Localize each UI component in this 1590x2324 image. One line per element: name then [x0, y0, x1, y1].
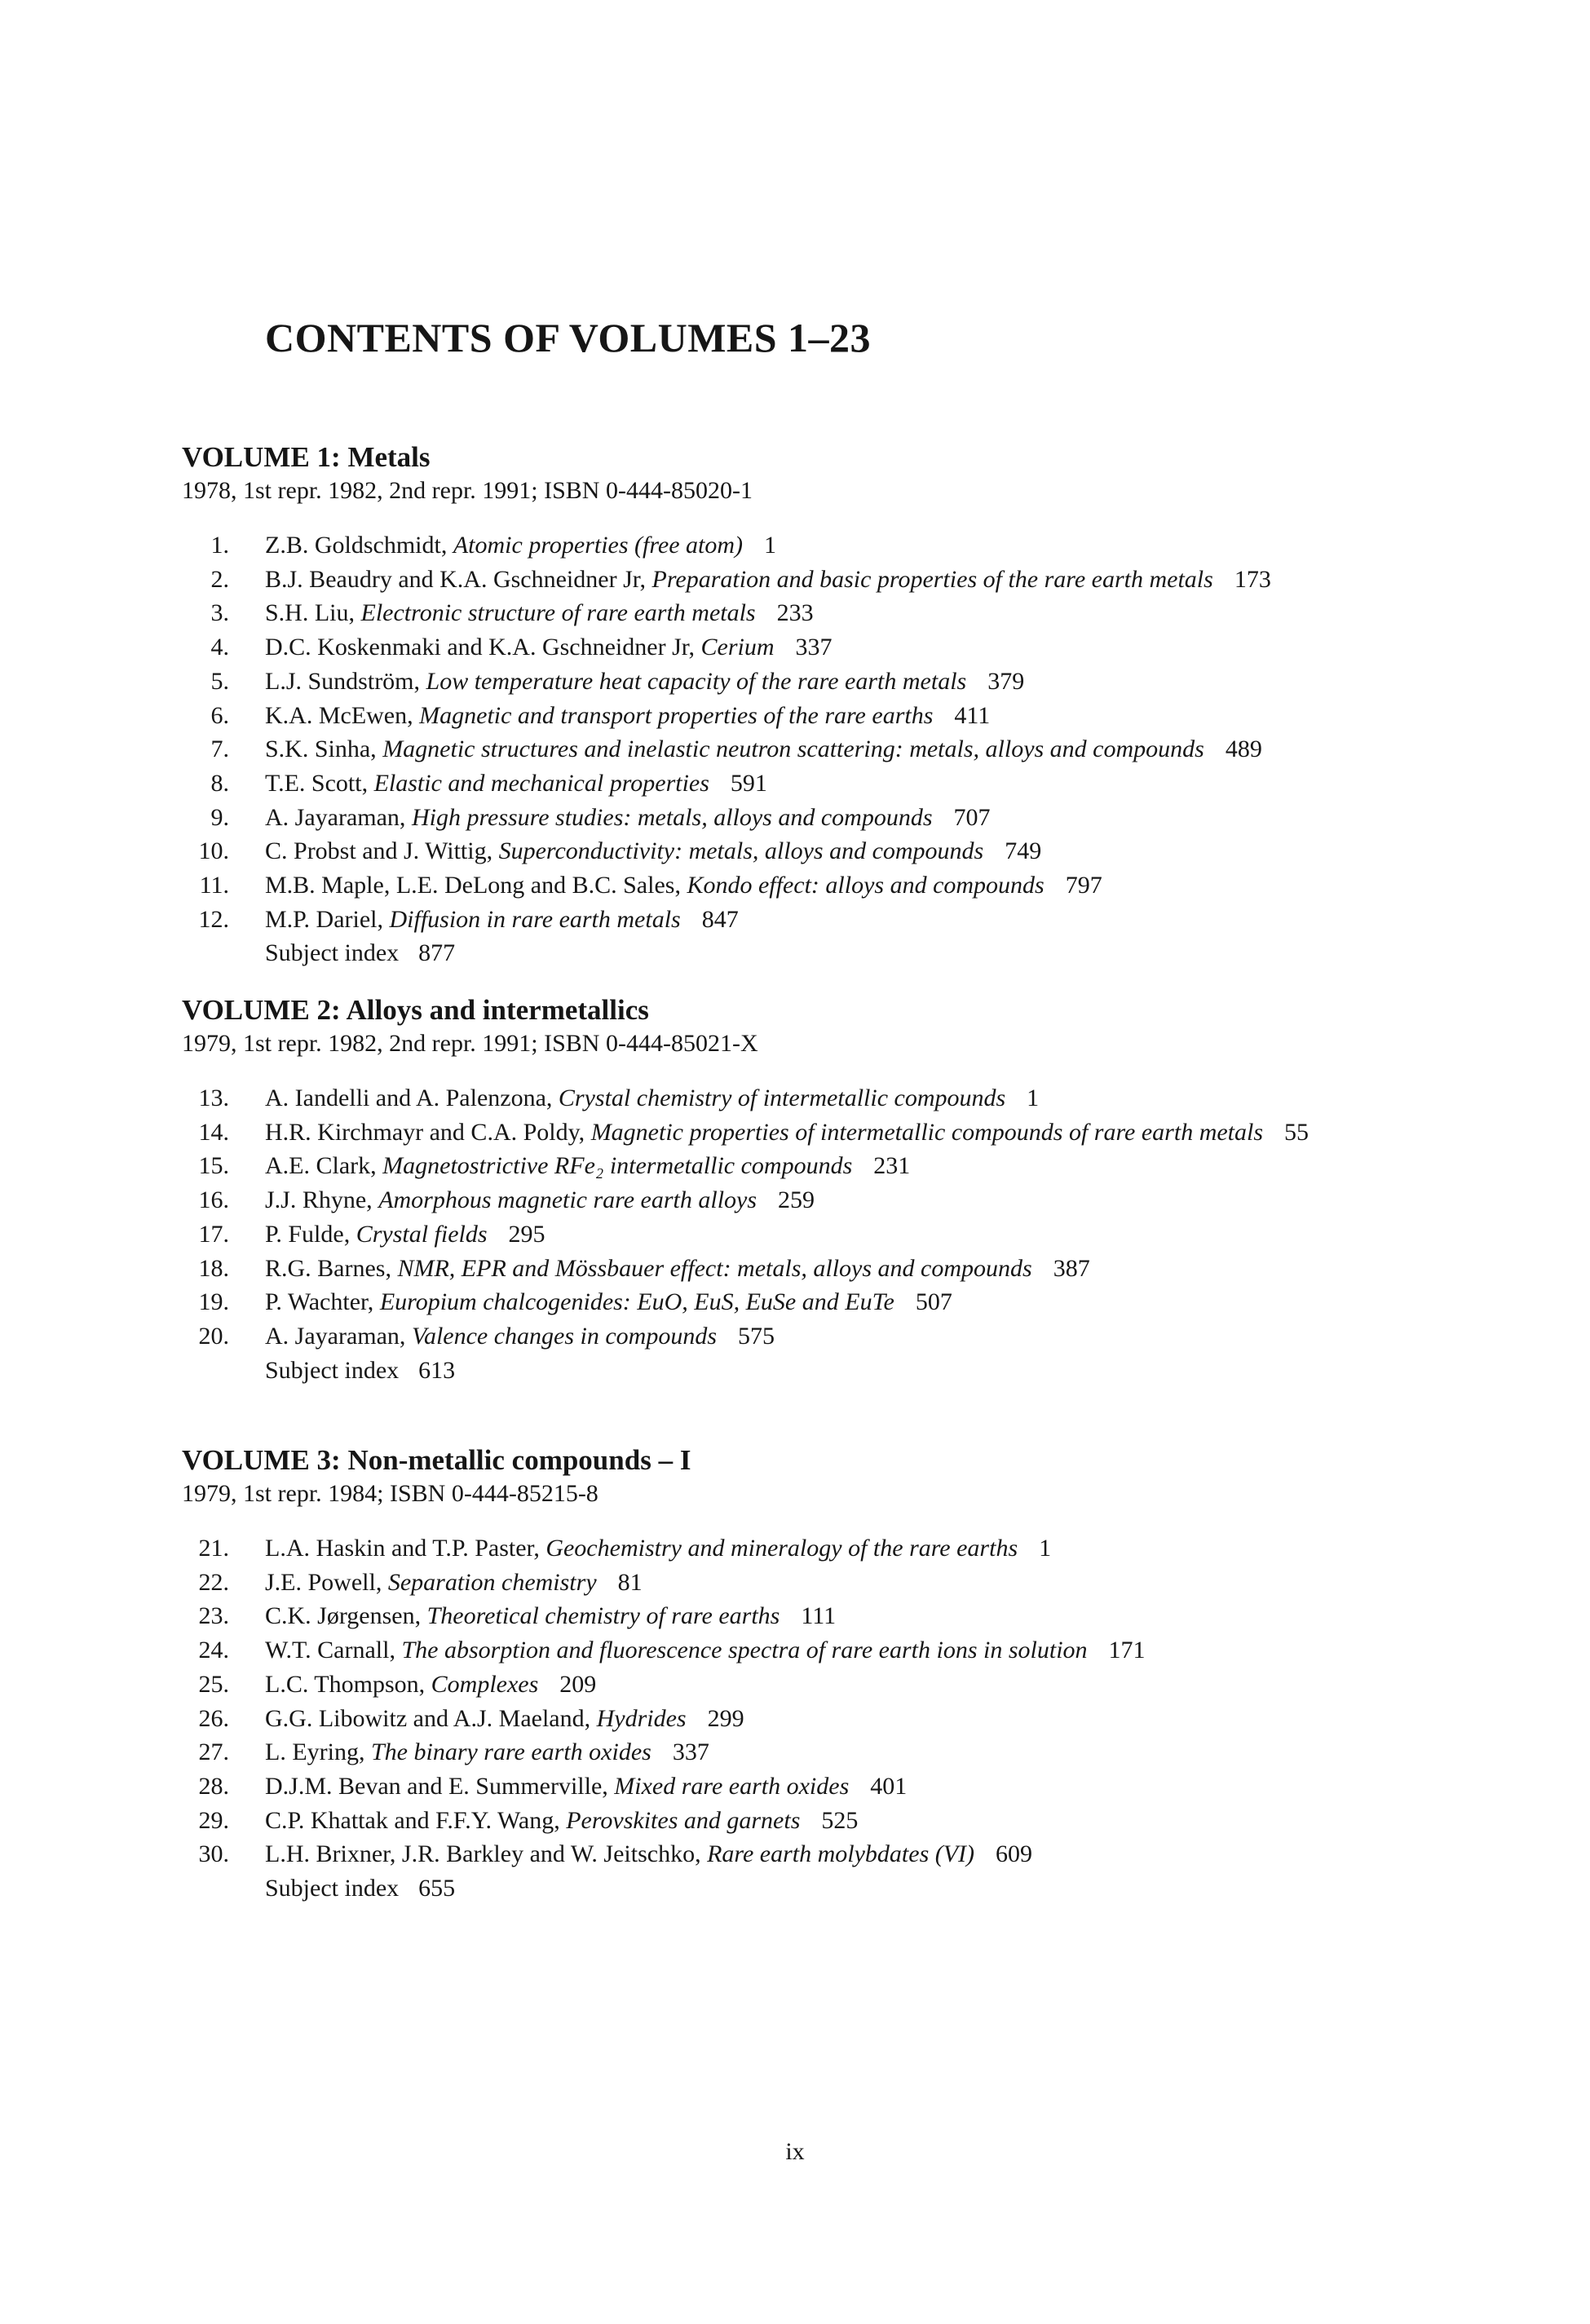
entry-number: 26.	[198, 1704, 229, 1732]
entry-authors: J.E. Powell,	[265, 1568, 382, 1596]
entry-title: Kondo effect: alloys and compounds	[687, 872, 1045, 899]
entry	[182, 1702, 1405, 1736]
subject-index	[182, 1871, 1405, 1906]
entry-title: Magnetic properties of intermetallic compounds of rare earth metals	[590, 1118, 1264, 1146]
entry	[182, 1217, 1405, 1252]
entry-authors: A. Iandelli and A. Palenzona,	[265, 1085, 553, 1111]
entry-number: 18.	[198, 1254, 229, 1282]
entry-authors: L.H. Brixner, J.R. Barkley and W. Jeitschko,	[265, 1840, 701, 1868]
volume-1-section	[182, 440, 1405, 970]
entry-page: 171	[1108, 1637, 1146, 1664]
volume-3-section	[182, 1443, 1405, 1906]
entry-number: 21.	[198, 1535, 229, 1562]
entry-number: 2.	[210, 565, 229, 593]
entry-list	[182, 1081, 1405, 1354]
entry-page: 81	[617, 1568, 643, 1596]
entry-title: Magnetic structures and inelastic neutron scattering: metals, alloys and compounds	[382, 736, 1204, 763]
entry-number: 15.	[198, 1152, 229, 1180]
entry-page: 173	[1234, 565, 1271, 593]
entry-page: 1	[1039, 1535, 1052, 1562]
entry-page: 591	[730, 769, 767, 797]
entry-number: 8.	[210, 769, 229, 797]
entry-title: Complexes	[431, 1670, 539, 1698]
entry-page: 489	[1225, 736, 1262, 763]
entry-authors: S.K. Sinha,	[265, 736, 377, 763]
volume-heading: VOLUME 2: Alloys and intermetallics	[182, 994, 649, 1026]
entry-page: 259	[778, 1186, 815, 1214]
entry-title: Diffusion in rare earth metals	[389, 905, 681, 933]
subject-index-label: Subject index	[265, 939, 400, 967]
entry-authors: P. Fulde,	[265, 1220, 351, 1248]
volume-2-section	[182, 993, 1405, 1387]
entry-authors: A. Jayaraman,	[265, 803, 406, 831]
volume-publication-info: 1979, 1st repr. 1984; ISBN 0-444-85215-8	[182, 1480, 598, 1507]
entry-number: 4.	[210, 634, 229, 661]
entry-number: 5.	[210, 667, 229, 695]
entry-number: 1.	[210, 532, 229, 559]
entry-authors: C.P. Khattak and F.F.Y. Wang,	[265, 1806, 560, 1834]
entry-title: Crystal fields	[356, 1220, 488, 1248]
entry-authors: R.G. Barnes,	[265, 1254, 391, 1282]
entry-title: Electronic structure of rare earth metals	[360, 599, 756, 627]
entry-number: 9.	[210, 803, 229, 831]
entry	[182, 1599, 1405, 1633]
entry-page: 233	[776, 599, 814, 627]
entry-page: 507	[915, 1288, 952, 1316]
entry-page: 609	[996, 1840, 1033, 1868]
entry	[182, 834, 1405, 868]
entry-number: 6.	[210, 701, 229, 729]
subject-index	[182, 936, 1405, 970]
entry	[182, 665, 1405, 699]
entry	[182, 1770, 1405, 1804]
entry-number: 19.	[198, 1288, 229, 1316]
subject-index-page: 655	[418, 1875, 456, 1902]
entry-title: Geochemistry and mineralogy of the rare earths	[545, 1535, 1018, 1562]
entry-page: 379	[987, 667, 1025, 695]
entry-title: High pressure studies: metals, alloys and compounds	[411, 803, 933, 831]
entry-number: 20.	[198, 1322, 229, 1350]
entry-number: 3.	[210, 599, 229, 627]
volume-publication-info: 1978, 1st repr. 1982, 2nd repr. 1991; ISBN 0-444-85020-1	[182, 477, 753, 504]
entry-authors: Z.B. Goldschmidt,	[265, 532, 448, 559]
entry-title: Separation chemistry	[387, 1568, 597, 1596]
entry-page: 1	[1027, 1085, 1040, 1111]
entry-authors: P. Wachter,	[265, 1288, 374, 1316]
entry-authors: C. Probst and J. Wittig,	[265, 837, 493, 865]
entry-number: 13.	[198, 1085, 229, 1111]
entry	[182, 1319, 1405, 1354]
entry-title: Europium chalcogenides: EuO, EuS, EuSe and EuTe	[379, 1288, 894, 1316]
entry	[182, 1252, 1405, 1286]
entry-authors: L.J. Sundström,	[265, 667, 421, 695]
subject-index-page: 613	[418, 1356, 456, 1384]
entry-title: The absorption and fluorescence spectra of rare earth ions in solution	[401, 1637, 1088, 1664]
entry-authors: T.E. Scott,	[265, 769, 369, 797]
entry-authors: W.T. Carnall,	[265, 1637, 395, 1664]
entry-number: 11.	[199, 872, 229, 899]
entry-authors: G.G. Libowitz and A.J. Maeland,	[265, 1704, 591, 1732]
volume-heading: VOLUME 3: Non-metallic compounds – I	[182, 1444, 691, 1476]
entry-title: Theoretical chemistry of rare earths	[426, 1602, 780, 1630]
entry-number: 28.	[198, 1772, 229, 1800]
entry-title: Preparation and basic properties of the rare earth metals	[651, 565, 1213, 593]
entry-page: 749	[1005, 837, 1042, 865]
entry-number: 10.	[198, 837, 229, 865]
entry-page: 209	[559, 1670, 597, 1698]
entry-title: Elastic and mechanical properties	[373, 769, 709, 797]
volume-heading: VOLUME 1: Metals	[182, 441, 431, 473]
entry-title: Superconductivity: metals, alloys and compounds	[498, 837, 984, 865]
entry-authors: K.A. McEwen,	[265, 701, 413, 729]
entry-page: 299	[707, 1704, 744, 1732]
entry-authors: D.C. Koskenmaki and K.A. Gschneidner Jr,	[265, 634, 696, 661]
entry-authors: L. Eyring,	[265, 1739, 365, 1766]
entry-title: Amorphous magnetic rare earth alloys	[378, 1186, 757, 1214]
entry-page: 1	[764, 532, 777, 559]
entry	[182, 1566, 1405, 1600]
entry-authors: L.A. Haskin and T.P. Paster,	[265, 1535, 540, 1562]
entry	[182, 630, 1405, 665]
entry	[182, 1149, 1405, 1183]
entry	[182, 801, 1405, 835]
entry-title: The binary rare earth oxides	[370, 1739, 651, 1766]
entry-authors: M.P. Dariel,	[265, 905, 383, 933]
entry-title: Magnetostrictive RFe₂ intermetallic compounds	[382, 1152, 853, 1180]
entry-number: 24.	[198, 1637, 229, 1664]
entry-authors: J.J. Rhyne,	[265, 1186, 373, 1214]
entry-number: 12.	[198, 905, 229, 933]
entry-title: Low temperature heat capacity of the rare earth metals	[426, 667, 967, 695]
entry-title: Hydrides	[596, 1704, 687, 1732]
entry-authors: M.B. Maple, L.E. DeLong and B.C. Sales,	[265, 872, 681, 899]
entry	[182, 1116, 1405, 1150]
entry	[182, 1285, 1405, 1319]
entry-number: 17.	[198, 1220, 229, 1248]
entry-number: 16.	[198, 1186, 229, 1214]
entry-number: 25.	[198, 1670, 229, 1698]
entry	[182, 1531, 1405, 1566]
entry	[182, 1668, 1405, 1702]
entry-page: 707	[953, 803, 991, 831]
entry	[182, 596, 1405, 630]
entry-page: 55	[1284, 1118, 1310, 1146]
entry	[182, 903, 1405, 937]
subject-index-label: Subject index	[265, 1356, 400, 1384]
entry-page: 295	[508, 1220, 545, 1248]
entry-title: Rare earth molybdates (VI)	[707, 1840, 975, 1868]
entry-number: 23.	[198, 1602, 229, 1630]
entry-title: NMR, EPR and Mössbauer effect: metals, alloys and compounds	[397, 1254, 1032, 1282]
entry	[182, 699, 1405, 733]
entry-title: Cerium	[700, 634, 775, 661]
subject-index-page: 877	[418, 939, 456, 967]
entry-authors: A. Jayaraman,	[265, 1322, 406, 1350]
entry-page: 525	[821, 1806, 859, 1834]
entry-list	[182, 528, 1405, 936]
entry	[182, 868, 1405, 903]
entry-number: 29.	[198, 1806, 229, 1834]
entry-title: Magnetic and transport properties of the rare earths	[419, 701, 934, 729]
entry-page: 575	[738, 1322, 775, 1350]
page-number: ix	[785, 2138, 805, 2165]
entry	[182, 528, 1405, 563]
entry-number: 7.	[210, 736, 229, 763]
subject-index-label: Subject index	[265, 1875, 400, 1902]
entry	[182, 1837, 1405, 1871]
entry	[182, 767, 1405, 801]
entry-title: Perovskites and garnets	[566, 1806, 801, 1834]
subject-index	[182, 1354, 1405, 1388]
page-title: CONTENTS OF VOLUMES 1–23	[265, 315, 872, 360]
entry-page: 111	[801, 1602, 837, 1630]
entry	[182, 1183, 1405, 1217]
entry-page: 337	[795, 634, 833, 661]
volume-publication-info: 1979, 1st repr. 1982, 2nd repr. 1991; ISBN 0-444-85021-X	[182, 1030, 758, 1057]
entry-page: 337	[672, 1739, 709, 1766]
entry-page: 411	[954, 701, 991, 729]
entry-page: 847	[701, 905, 739, 933]
entry	[182, 1633, 1405, 1668]
entry	[182, 563, 1405, 597]
entry-list	[182, 1531, 1405, 1871]
entry-number: 14.	[198, 1118, 229, 1146]
entry	[182, 1735, 1405, 1770]
entry	[182, 1804, 1405, 1838]
entry-title: Atomic properties (free atom)	[453, 532, 744, 559]
entry	[182, 732, 1405, 767]
entry-number: 27.	[198, 1739, 229, 1766]
entry-authors: B.J. Beaudry and K.A. Gschneidner Jr,	[265, 565, 647, 593]
entry-authors: L.C. Thompson,	[265, 1670, 426, 1698]
entry-number: 30.	[198, 1840, 229, 1868]
entry-page: 797	[1065, 872, 1102, 899]
entry-authors: A.E. Clark,	[265, 1152, 377, 1180]
entry-number: 22.	[198, 1568, 229, 1596]
entry-authors: C.K. Jørgensen,	[265, 1602, 422, 1630]
entry-authors: D.J.M. Bevan and E. Summerville,	[265, 1772, 608, 1800]
entry-title: Valence changes in compounds	[411, 1322, 718, 1350]
entry-authors: H.R. Kirchmayr and C.A. Poldy,	[265, 1118, 585, 1146]
entry-title: Crystal chemistry of intermetallic compounds	[558, 1085, 1006, 1111]
entry-page: 231	[873, 1152, 911, 1180]
entry-authors: S.H. Liu,	[265, 599, 356, 627]
entry	[182, 1081, 1405, 1116]
entry-page: 401	[870, 1772, 908, 1800]
entry-title: Mixed rare earth oxides	[614, 1772, 850, 1800]
entry-page: 387	[1053, 1254, 1090, 1282]
